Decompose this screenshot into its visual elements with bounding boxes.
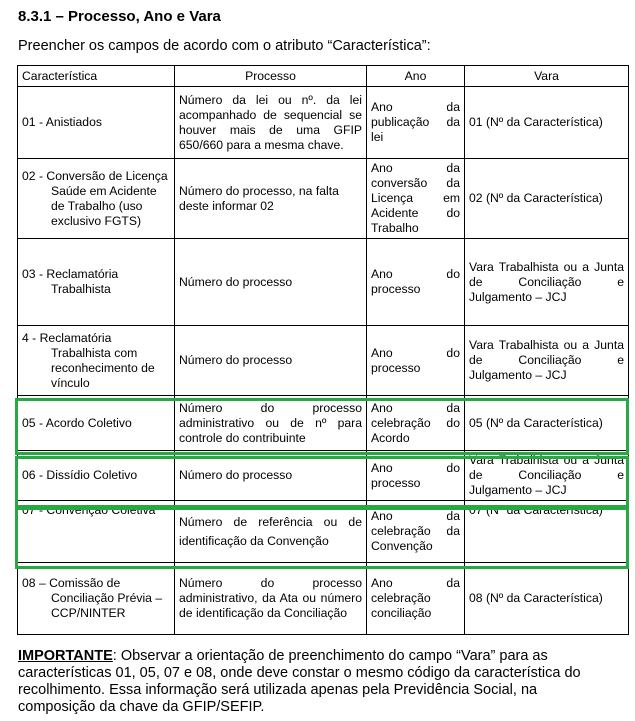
cell-processo: Número do processo, na falta deste informar 02 [175, 159, 367, 239]
cell-caracteristica: 03 - Reclamatória Trabalhista [18, 239, 175, 326]
important-text: : Observar a orientação de preenchimento do campo “Vara” para as características 01, 05, 07 e 08, onde deve constar o mesmo código da característica do recolhimento. Essa informação será utilizada apenas pela Previdência Social, na composição da chave da GFIP/SEFIP. [18, 648, 581, 715]
cell-ano: Ano do processo [367, 451, 465, 501]
cell-processo: Número da lei ou nº. da lei acompanhado de sequencial se houver mais de uma GFIP 650/660 para a mesma chave. [175, 87, 367, 159]
intro-text: Preencher os campos de acordo com o atributo “Característica”: [18, 38, 431, 54]
cell-ano: Ano da conversão da Licença em Acidente do Trabalho [367, 159, 465, 239]
cell-vara: 01 (Nº da Característica) [465, 87, 629, 159]
cell-ano: Ano da celebração da Convenção [367, 501, 465, 563]
important-label: IMPORTANTE [18, 648, 113, 664]
table-row [18, 563, 629, 635]
cell-caracteristica: 06 - Dissídio Coletivo [18, 451, 175, 501]
cell-processo: Número de referência ou de identificação da Convenção [175, 501, 367, 563]
cell-processo: Número do processo [175, 326, 367, 396]
cell-processo: Número do processo administrativo, da Ata ou número de identificação da Conciliação [175, 563, 367, 635]
header-caracteristica: Característica [18, 66, 175, 87]
cell-processo: Número do processo [175, 239, 367, 326]
table-row [18, 501, 629, 563]
cell-caracteristica: 01 - Anistiados [18, 87, 175, 159]
table-row [18, 396, 629, 451]
table-row [18, 159, 629, 239]
cell-vara: Vara Trabalhista ou a Junta de Conciliação e Julgamento – JCJ [465, 239, 629, 326]
cell-ano: Ano do processo [367, 239, 465, 326]
table-header-row [18, 66, 629, 87]
cell-processo: Número do processo [175, 451, 367, 501]
cell-vara: Vara Trabalhista ou a Junta de Conciliação e Julgamento – JCJ [465, 326, 629, 396]
header-processo: Processo [175, 66, 367, 87]
table-row [18, 451, 629, 501]
cell-ano: Ano da celebração do Acordo [367, 396, 465, 451]
cell-caracteristica: 05 - Acordo Coletivo [18, 396, 175, 451]
cell-vara: 02 (Nº da Característica) [465, 159, 629, 239]
cell-vara: 07 (Nº da Característica) [465, 501, 629, 563]
cell-ano: Ano da celebração conciliação [367, 563, 465, 635]
header-vara: Vara [465, 66, 629, 87]
cell-caracteristica: 4 - Reclamatória Trabalhista com reconhecimento de vínculo [18, 326, 175, 396]
section-title: 8.3.1 – Processo, Ano e Vara [18, 8, 221, 25]
cell-ano: Ano do processo [367, 326, 465, 396]
cell-processo: Número do processo administrativo ou de nº para controle do contribuinte [175, 396, 367, 451]
cell-vara: Vara Trabalhista ou a Junta de Conciliação e Julgamento – JCJ [465, 451, 629, 501]
header-ano: Ano [367, 66, 465, 87]
characteristics-table [17, 65, 629, 635]
table-row [18, 87, 629, 159]
important-note [18, 648, 616, 716]
table-row [18, 326, 629, 396]
cell-caracteristica: 02 - Conversão de Licença Saúde em Acidente de Trabalho (uso exclusivo FGTS) [18, 159, 175, 239]
cell-caracteristica: 08 – Comissão de Conciliação Prévia – CCP/NINTER [18, 563, 175, 635]
cell-vara: 08 (Nº da Característica) [465, 563, 629, 635]
table-row [18, 239, 629, 326]
cell-ano: Ano da publicação da lei [367, 87, 465, 159]
cell-vara: 05 (Nº da Característica) [465, 396, 629, 451]
cell-caracteristica: 07 - Convenção Coletiva [18, 501, 175, 563]
